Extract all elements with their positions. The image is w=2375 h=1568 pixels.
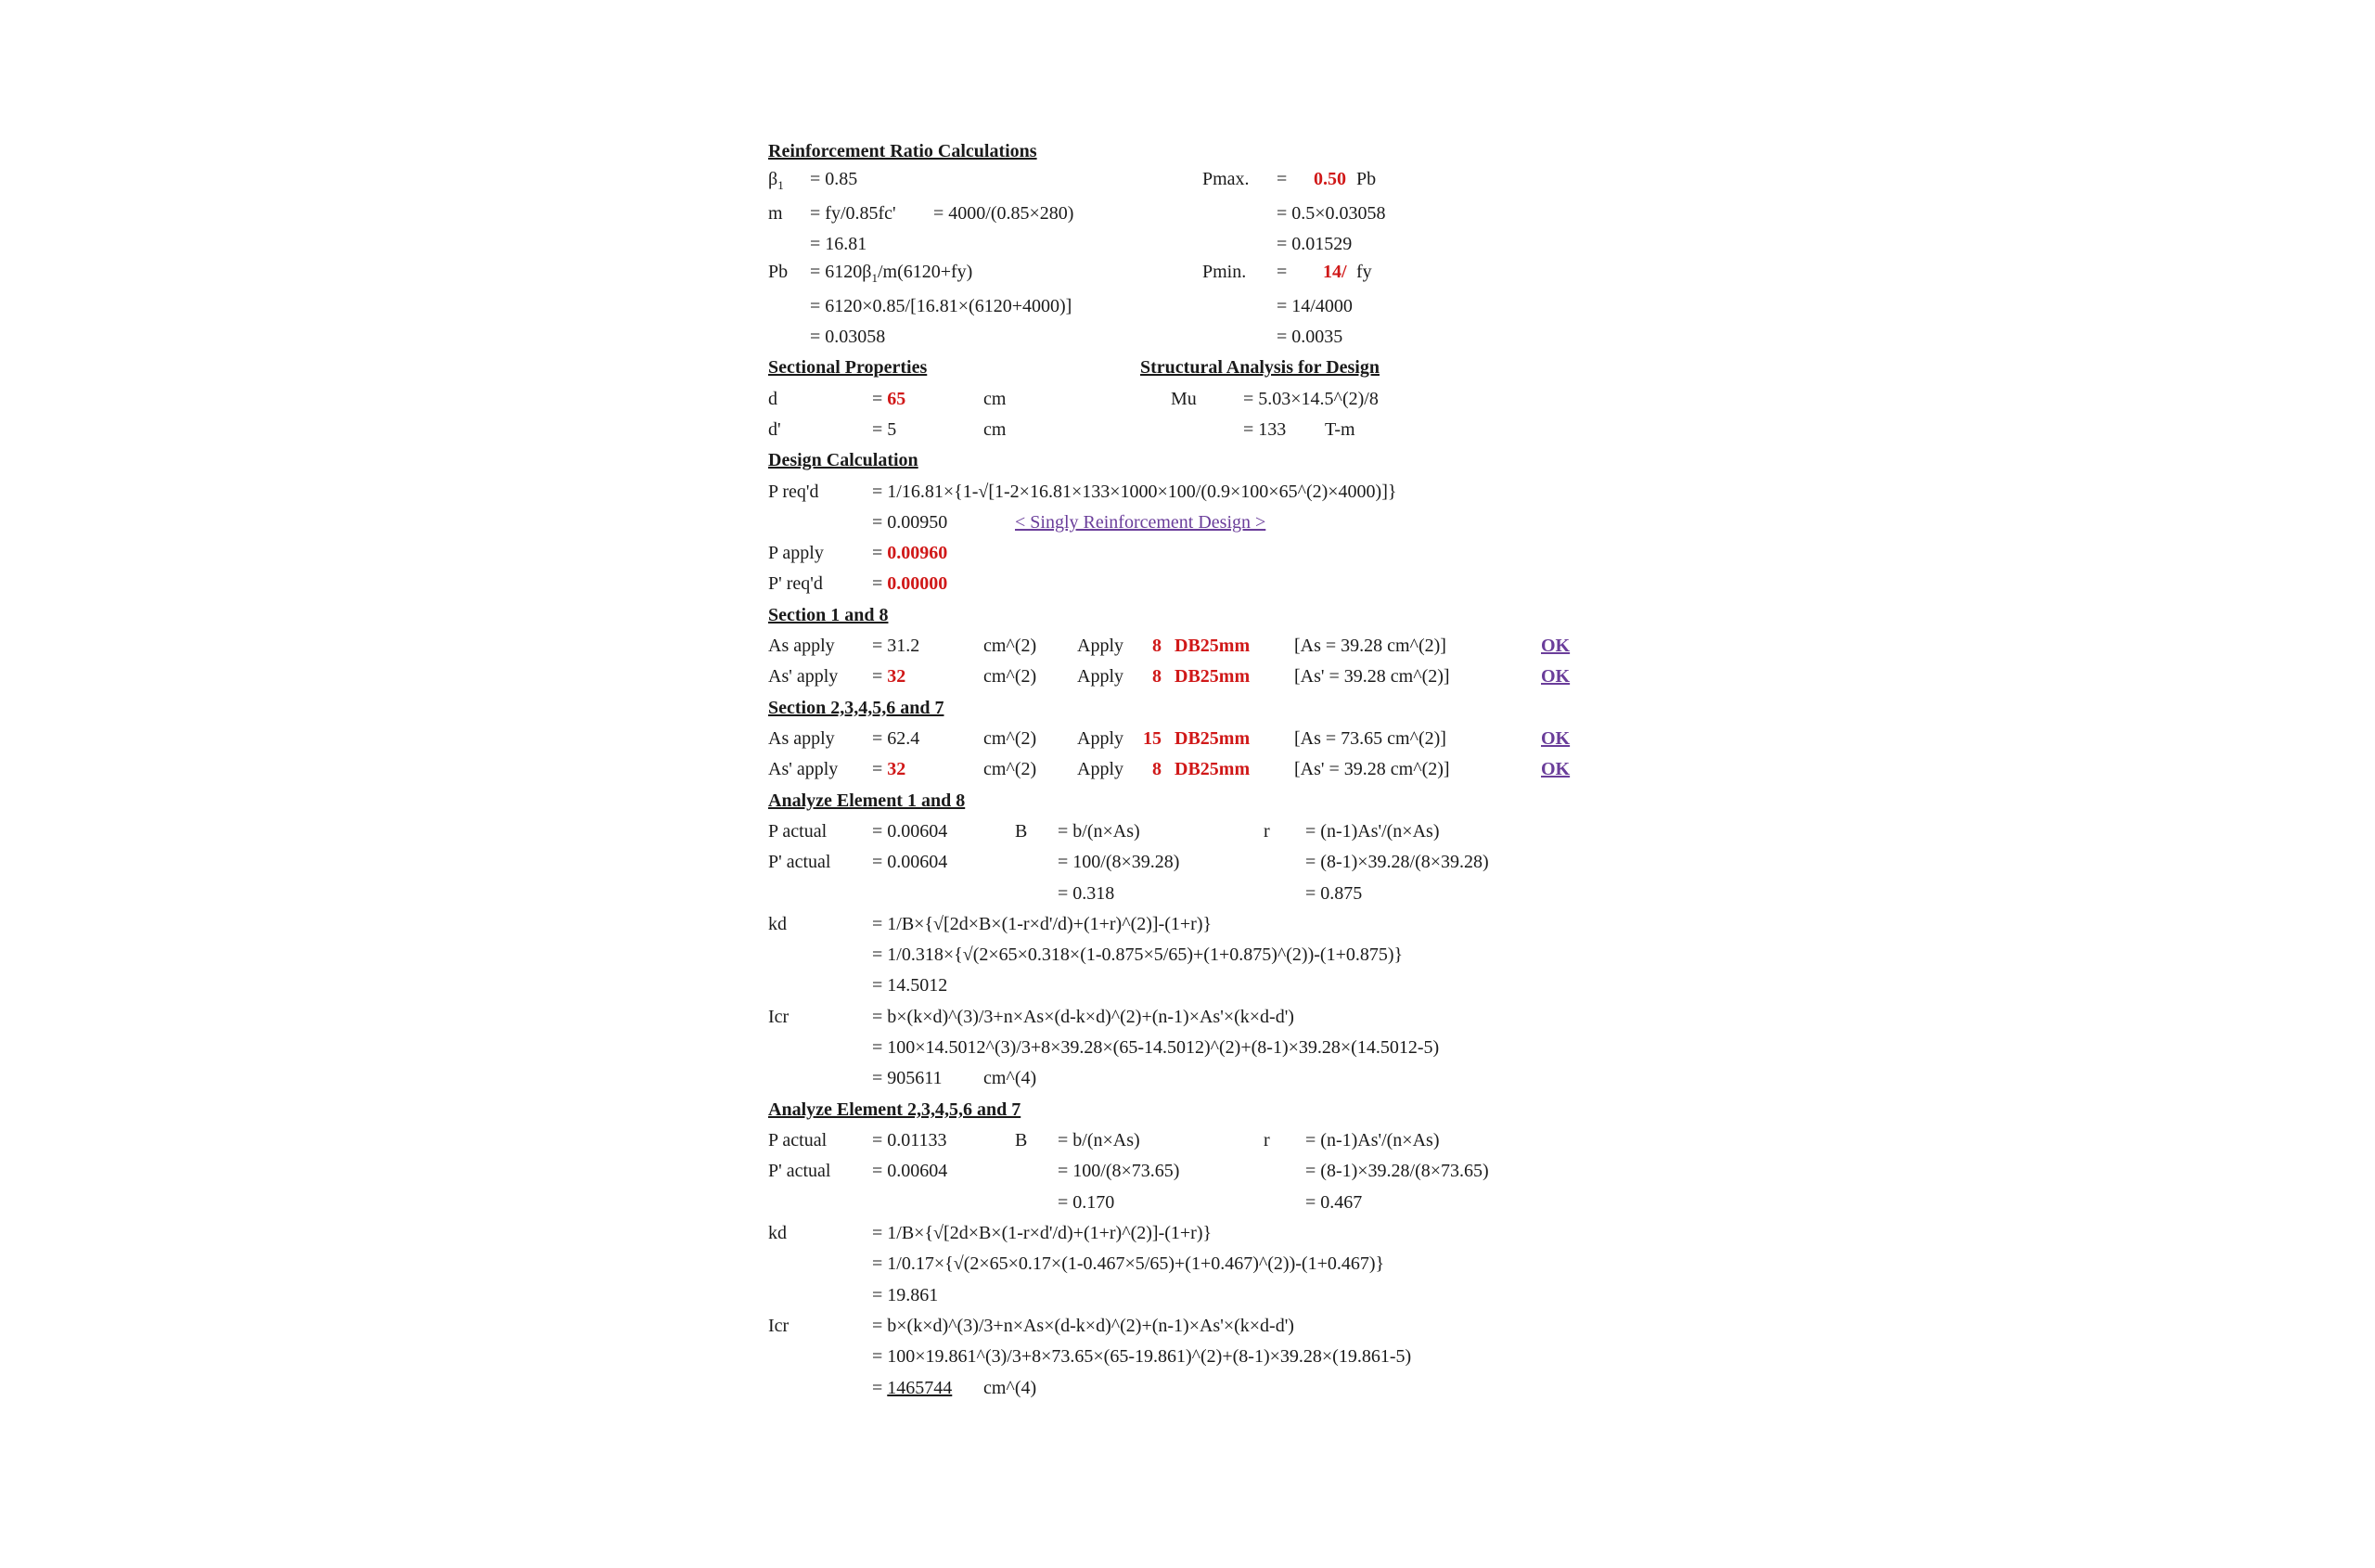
- r-formula: = (n-1)As'/(n×As): [1305, 821, 1440, 842]
- r-value: = 0.875: [1305, 883, 1363, 904]
- kd-value: = 19.861: [872, 1285, 939, 1305]
- p-actual-value: = 0.00604: [872, 821, 948, 842]
- icr-label: Icr: [768, 1316, 790, 1336]
- p-reqd-value: = 0.00950: [872, 512, 948, 533]
- as-prime-row-ok-link[interactable]: OK: [1541, 666, 1571, 687]
- kd-label: kd: [768, 1223, 787, 1243]
- b-substitution: = 100/(8×39.28): [1058, 852, 1180, 872]
- d-value: = 65: [872, 389, 906, 409]
- icr-unit: cm^(4): [983, 1068, 1037, 1088]
- as-row-bar-count: 15: [1143, 728, 1162, 749]
- analyze-element-1-8-heading: Analyze Element 1 and 8: [768, 790, 966, 811]
- m-substitution: = 4000/(0.85×280): [933, 203, 1074, 224]
- icr-value: = 905611: [872, 1068, 943, 1088]
- icr-value: = 1465744: [872, 1378, 953, 1398]
- mu-label: Mu: [1171, 389, 1197, 409]
- pb-formula: = $6120\beta_1/m(6120+fy)$: [810, 262, 973, 285]
- pmin-label: Pmin.: [1202, 262, 1247, 282]
- mu-value: = 133: [1243, 419, 1287, 440]
- d-prime-label: d': [768, 419, 781, 440]
- p-reqd-label: P req'd: [768, 482, 819, 502]
- as-row-bar-size: DB25mm: [1175, 728, 1251, 749]
- p-prime-actual-value: = 0.00604: [872, 1161, 948, 1181]
- as-row-ok-link[interactable]: OK: [1541, 636, 1571, 656]
- p-prime-actual-label: P' actual: [768, 852, 831, 872]
- mu-unit: T-m: [1325, 419, 1355, 440]
- as-prime-row-bar-count: 8: [1152, 759, 1162, 779]
- p-actual-value: = 0.01133: [872, 1130, 947, 1150]
- as-row-apply: Apply: [1077, 728, 1123, 749]
- as-prime-row-value: = 32: [872, 759, 906, 779]
- m-value: = 16.81: [810, 234, 867, 254]
- as-row-provided: [As = 73.65 cm^(2)]: [1294, 728, 1446, 749]
- mu-formula: = 5.03×14.5^(2)/8: [1243, 389, 1379, 409]
- as-row-label: As apply: [768, 636, 835, 656]
- r-label: r: [1264, 1130, 1270, 1150]
- pmax-factor: 0.50: [1314, 169, 1346, 189]
- pmin-eq: =: [1277, 262, 1288, 282]
- b-formula: = b/(n×As): [1058, 1130, 1140, 1150]
- kd-label: kd: [768, 914, 787, 934]
- r-substitution: = (8-1)×39.28/(8×39.28): [1305, 852, 1489, 872]
- as-prime-row-bar-size: DB25mm: [1175, 666, 1251, 687]
- pmin-factor: 14/: [1323, 262, 1347, 282]
- as-row-provided: [As = 39.28 cm^(2)]: [1294, 636, 1446, 656]
- as-row-ok-link[interactable]: OK: [1541, 728, 1571, 749]
- as-prime-row-label: As' apply: [768, 759, 839, 779]
- design-calculation-heading: Design Calculation: [768, 450, 918, 470]
- pb-substitution: = 6120×0.85/[16.81×(6120+4000)]: [810, 296, 1072, 316]
- as-prime-row-apply: Apply: [1077, 666, 1123, 687]
- d-prime-unit: cm: [983, 419, 1007, 440]
- kd-substitution: = 1/0.318×{√(2×65×0.318×(1-0.875×5/65)+(1+0.875)^(2))-(1+0.875)}: [872, 945, 1404, 965]
- p-prime-reqd-label: P' req'd: [768, 573, 823, 594]
- kd-substitution: = 1/0.17×{√(2×65×0.17×(1-0.467×5/65)+(1+0.467)^(2))-(1+0.467)}: [872, 1253, 1385, 1274]
- r-substitution: = (8-1)×39.28/(8×73.65): [1305, 1161, 1489, 1181]
- beta1-label: $\beta_1$: [768, 169, 784, 192]
- pmax-substitution: = 0.5×0.03058: [1277, 203, 1386, 224]
- b-substitution: = 100/(8×73.65): [1058, 1161, 1180, 1181]
- as-row-value: = 62.4: [872, 728, 920, 749]
- as-prime-row-provided: [As' = 39.28 cm^(2)]: [1294, 759, 1450, 779]
- as-prime-row-unit: cm^(2): [983, 759, 1037, 779]
- as-row-value: = 31.2: [872, 636, 920, 656]
- as-row-bar-count: 8: [1152, 636, 1162, 656]
- p-apply-label: P apply: [768, 543, 824, 563]
- p-apply-value: = 0.00960: [872, 543, 948, 563]
- icr-label: Icr: [768, 1007, 790, 1027]
- m-formula: = fy/0.85fc': [810, 203, 896, 224]
- kd-value: = 14.5012: [872, 975, 948, 996]
- b-formula: = b/(n×As): [1058, 821, 1140, 842]
- pmin-unit: fy: [1356, 262, 1372, 282]
- singly-reinforcement-design-link[interactable]: < Singly Reinforcement Design >: [1015, 512, 1266, 533]
- m-label: m: [768, 203, 783, 224]
- d-label: d: [768, 389, 777, 409]
- as-prime-row-label: As' apply: [768, 666, 839, 687]
- as-prime-row-value: = 32: [872, 666, 906, 687]
- as-prime-row-unit: cm^(2): [983, 666, 1037, 687]
- pb-label: Pb: [768, 262, 789, 282]
- as-prime-row-provided: [As' = 39.28 cm^(2)]: [1294, 666, 1450, 687]
- icr-formula: = b×(k×d)^(3)/3+n×As×(d-k×d)^(2)+(n-1)×As'×(k×d-d'): [872, 1316, 1294, 1336]
- as-row-apply: Apply: [1077, 636, 1123, 656]
- icr-unit: cm^(4): [983, 1378, 1037, 1398]
- as-prime-row-apply: Apply: [1077, 759, 1123, 779]
- pmax-label: Pmax.: [1202, 169, 1250, 189]
- icr-substitution: = 100×19.861^(3)/3+8×73.65×(65-19.861)^(2)+(8-1)×39.28×(19.861-5): [872, 1346, 1412, 1367]
- pmax-value: = 0.01529: [1277, 234, 1353, 254]
- p-reqd-formula: = 1/16.81×{1-√[1-2×16.81×133×1000×100/(0.9×100×65^(2)×4000)]}: [872, 482, 1397, 502]
- p-prime-actual-value: = 0.00604: [872, 852, 948, 872]
- pmin-value: = 0.0035: [1277, 327, 1343, 347]
- p-prime-reqd-value: = 0.00000: [872, 573, 948, 594]
- analyze-element-2-7-heading: Analyze Element 2,3,4,5,6 and 7: [768, 1099, 1021, 1120]
- icr-formula: = b×(k×d)^(3)/3+n×As×(d-k×d)^(2)+(n-1)×As'×(k×d-d'): [872, 1007, 1294, 1027]
- kd-formula: = 1/B×{√[2d×B×(1-r×d'/d)+(1+r)^(2)]-(1+r)}: [872, 1223, 1213, 1243]
- as-row-bar-size: DB25mm: [1175, 636, 1251, 656]
- beta1-value: = 0.85: [810, 169, 858, 189]
- as-row-label: As apply: [768, 728, 835, 749]
- sectional-properties-heading: Sectional Properties: [768, 357, 928, 378]
- icr-substitution: = 100×14.5012^(3)/3+8×39.28×(65-14.5012)^(2)+(8-1)×39.28×(14.5012-5): [872, 1037, 1440, 1058]
- as-prime-row-bar-count: 8: [1152, 666, 1162, 687]
- pmax-eq: =: [1277, 169, 1288, 189]
- pb-value: = 0.03058: [810, 327, 886, 347]
- as-row-unit: cm^(2): [983, 728, 1037, 749]
- p-actual-label: P actual: [768, 1130, 828, 1150]
- section-2-7-heading: Section 2,3,4,5,6 and 7: [768, 698, 944, 718]
- p-actual-label: P actual: [768, 821, 828, 842]
- as-prime-row-ok-link[interactable]: OK: [1541, 759, 1571, 779]
- section-1-8-heading: Section 1 and 8: [768, 605, 889, 625]
- b-value: = 0.318: [1058, 883, 1115, 904]
- reinforcement-heading: Reinforcement Ratio Calculations: [768, 141, 1037, 161]
- p-prime-actual-label: P' actual: [768, 1161, 831, 1181]
- b-value: = 0.170: [1058, 1192, 1115, 1213]
- d-prime-value: = 5: [872, 419, 897, 440]
- structural-analysis-heading: Structural Analysis for Design: [1140, 357, 1380, 378]
- as-prime-row-bar-size: DB25mm: [1175, 759, 1251, 779]
- as-row-unit: cm^(2): [983, 636, 1037, 656]
- kd-formula: = 1/B×{√[2d×B×(1-r×d'/d)+(1+r)^(2)]-(1+r)}: [872, 914, 1213, 934]
- r-formula: = (n-1)As'/(n×As): [1305, 1130, 1440, 1150]
- r-value: = 0.467: [1305, 1192, 1363, 1213]
- d-unit: cm: [983, 389, 1007, 409]
- r-label: r: [1264, 821, 1270, 842]
- b-label: B: [1015, 821, 1028, 842]
- pmin-substitution: = 14/4000: [1277, 296, 1353, 316]
- pmax-unit: Pb: [1356, 169, 1377, 189]
- b-label: B: [1015, 1130, 1028, 1150]
